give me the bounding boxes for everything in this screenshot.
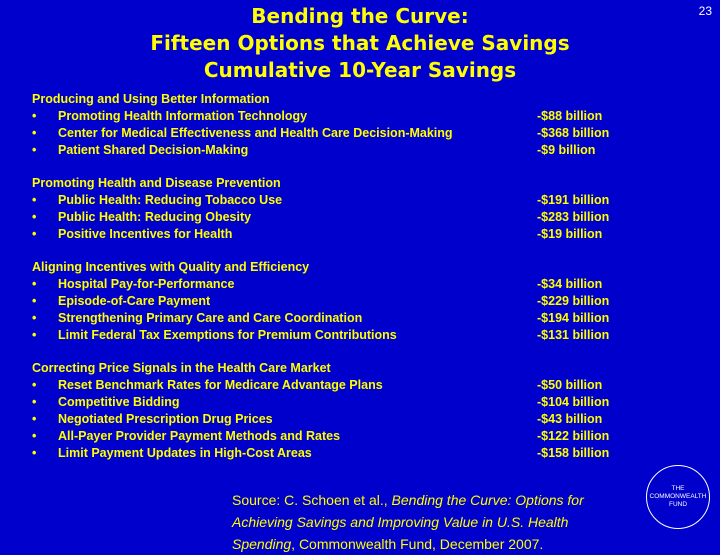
bullet-icon: • bbox=[32, 412, 37, 426]
item-label: All-Payer Provider Payment Methods and Rates bbox=[58, 429, 341, 443]
bullet-icon: • bbox=[32, 378, 37, 392]
bullet-icon: • bbox=[32, 328, 37, 342]
item-value: -$368 billion bbox=[537, 126, 610, 140]
section-prevention bbox=[32, 175, 692, 243]
item-label: Patient Shared Decision-Making bbox=[58, 143, 249, 157]
bullet-icon: • bbox=[32, 193, 37, 207]
list-item bbox=[32, 108, 692, 125]
bullet-icon: • bbox=[32, 210, 37, 224]
list-item bbox=[32, 226, 692, 243]
logo-line-3: FUND bbox=[668, 501, 688, 508]
item-value: -$122 billion bbox=[537, 429, 610, 443]
item-value: -$104 billion bbox=[537, 395, 610, 409]
bullet-icon: • bbox=[32, 227, 37, 241]
title-line-1: Bending the Curve: bbox=[251, 4, 469, 28]
list-item bbox=[32, 276, 692, 293]
item-value: -$131 billion bbox=[537, 328, 610, 342]
source-title: Bending the Curve: Options for Achieving Savings and Improving Value in U.S. Health Spending bbox=[232, 492, 584, 552]
item-value: -$194 billion bbox=[537, 311, 610, 325]
commonwealth-fund-logo bbox=[646, 465, 710, 529]
item-label: Competitive Bidding bbox=[58, 395, 180, 409]
list-item bbox=[32, 445, 692, 462]
title-line-3: Cumulative 10-Year Savings bbox=[203, 58, 517, 82]
section-price-signals bbox=[32, 360, 692, 462]
logo-line-2: COMMONWEALTH bbox=[649, 493, 707, 500]
list-item bbox=[32, 377, 692, 394]
list-item bbox=[32, 209, 692, 226]
list-item bbox=[32, 142, 692, 159]
section-heading: Promoting Health and Disease Prevention bbox=[32, 176, 281, 190]
bullet-icon: • bbox=[32, 277, 37, 291]
item-label: Hospital Pay-for-Performance bbox=[58, 277, 235, 291]
bullet-icon: • bbox=[32, 294, 37, 308]
bullet-icon: • bbox=[32, 143, 37, 157]
list-item bbox=[32, 428, 692, 445]
title-line-2: Fifteen Options that Achieve Savings bbox=[150, 31, 570, 55]
source-prefix: Source: C. Schoen et al., bbox=[232, 492, 392, 508]
section-heading: Aligning Incentives with Quality and Efficiency bbox=[32, 260, 310, 274]
bullet-icon: • bbox=[32, 311, 37, 325]
list-item bbox=[32, 192, 692, 209]
source-citation bbox=[232, 489, 632, 555]
item-value: -$34 billion bbox=[537, 277, 603, 291]
slide-title bbox=[0, 3, 720, 84]
list-item bbox=[32, 310, 692, 327]
item-label: Promoting Health Information Technology bbox=[58, 109, 308, 123]
list-item bbox=[32, 327, 692, 344]
item-label: Reset Benchmark Rates for Medicare Advantage Plans bbox=[58, 378, 383, 392]
item-value: -$283 billion bbox=[537, 210, 610, 224]
bullet-icon: • bbox=[32, 395, 37, 409]
item-label: Strengthening Primary Care and Care Coordination bbox=[58, 311, 363, 325]
section-heading: Correcting Price Signals in the Health Care Market bbox=[32, 361, 331, 375]
item-label: Center for Medical Effectiveness and Health Care Decision-Making bbox=[58, 126, 453, 140]
item-value: -$9 billion bbox=[537, 143, 596, 157]
item-value: -$229 billion bbox=[537, 294, 610, 308]
bullet-icon: • bbox=[32, 109, 37, 123]
item-label: Public Health: Reducing Obesity bbox=[58, 210, 252, 224]
item-label: Negotiated Prescription Drug Prices bbox=[58, 412, 273, 426]
bullet-icon: • bbox=[32, 446, 37, 460]
bullet-icon: • bbox=[32, 126, 37, 140]
list-item bbox=[32, 394, 692, 411]
section-incentives bbox=[32, 259, 692, 344]
list-item bbox=[32, 293, 692, 310]
item-label: Positive Incentives for Health bbox=[58, 227, 233, 241]
item-value: -$158 billion bbox=[537, 446, 610, 460]
source-suffix: , Commonwealth Fund, December 2007. bbox=[291, 536, 544, 552]
page-number: 23 bbox=[698, 4, 712, 18]
section-better-information bbox=[32, 91, 692, 159]
section-heading: Producing and Using Better Information bbox=[32, 92, 270, 106]
item-label: Episode-of-Care Payment bbox=[58, 294, 211, 308]
item-label: Public Health: Reducing Tobacco Use bbox=[58, 193, 283, 207]
item-label: Limit Payment Updates in High-Cost Areas bbox=[58, 446, 312, 460]
list-item bbox=[32, 411, 692, 428]
logo-line-1: THE bbox=[671, 485, 685, 492]
item-value: -$191 billion bbox=[537, 193, 610, 207]
item-value: -$19 billion bbox=[537, 227, 603, 241]
item-value: -$43 billion bbox=[537, 412, 603, 426]
bullet-icon: • bbox=[32, 429, 37, 443]
list-item bbox=[32, 125, 692, 142]
item-value: -$88 billion bbox=[537, 109, 603, 123]
item-value: -$50 billion bbox=[537, 378, 603, 392]
item-label: Limit Federal Tax Exemptions for Premium Contributions bbox=[58, 328, 397, 342]
